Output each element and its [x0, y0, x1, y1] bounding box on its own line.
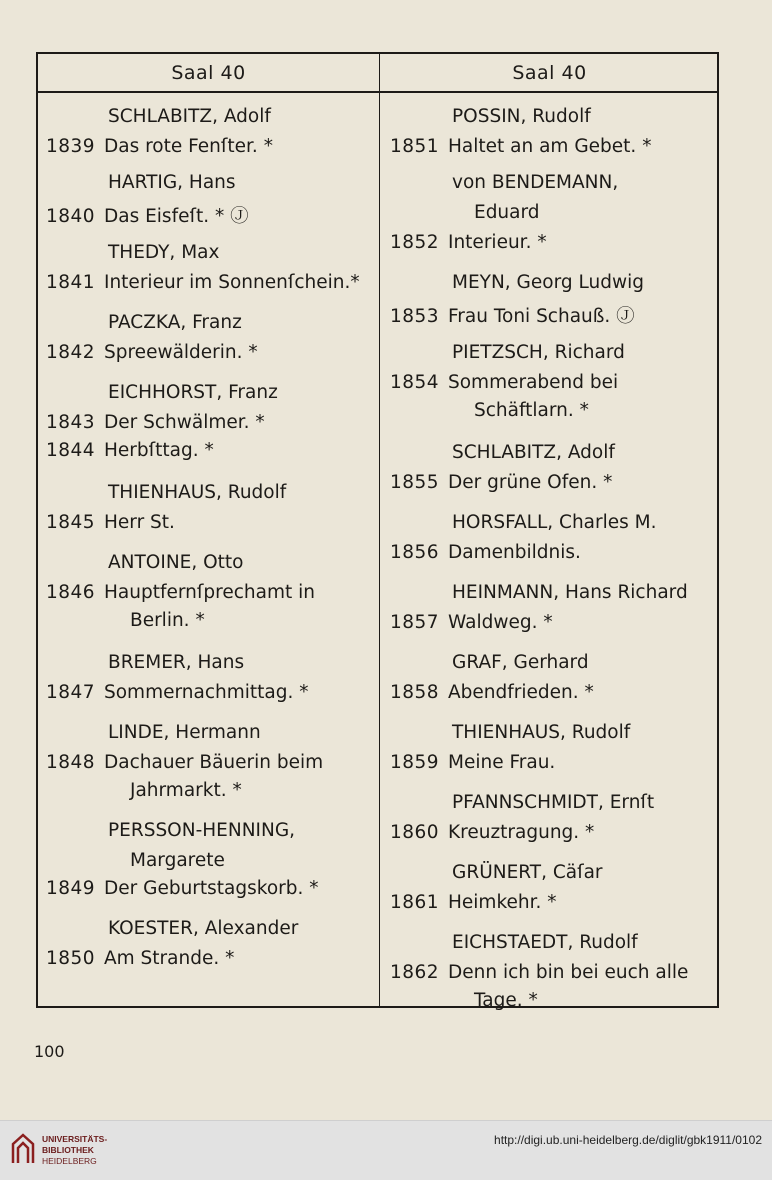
continuation-line: Jahrmarkt. *	[130, 780, 242, 801]
artwork-title: Das rote Fenſter. *	[104, 136, 273, 157]
catalog-entry	[46, 682, 376, 703]
library-logo-text	[42, 1134, 107, 1167]
artist-name: HEINMANN, Hans Richard	[452, 582, 688, 603]
catalog-entry	[390, 682, 720, 703]
logo-line: UNIVERSITÄTS-	[42, 1134, 108, 1144]
continuation-line: Schäftlarn. *	[474, 400, 589, 421]
catalog-number: 1857	[390, 612, 440, 633]
header-right: Saal 40	[512, 62, 587, 84]
catalog-entry	[46, 582, 376, 603]
artwork-title: Abendfrieden. *	[448, 682, 594, 703]
catalog-number: 1856	[390, 542, 440, 563]
catalog-number: 1842	[46, 342, 96, 363]
catalog-entry	[46, 202, 376, 228]
catalog-entry	[390, 962, 720, 983]
catalog-number: 1841	[46, 272, 96, 293]
artist-name: MEYN, Georg Ludwig	[452, 272, 644, 293]
artist-name: PIETZSCH, Richard	[452, 342, 625, 363]
artwork-title: Sommernachmittag. *	[104, 682, 309, 703]
column-divider	[379, 54, 380, 1006]
artwork-title: Das Eisfeſt. * Ⓙ	[104, 206, 249, 227]
logo-line: BIBLIOTHEK	[42, 1145, 94, 1155]
catalog-entry	[390, 472, 720, 493]
catalog-number: 1849	[46, 878, 96, 899]
artwork-title: Kreuztragung. *	[448, 822, 595, 843]
artist-name: SCHLABITZ, Adolf	[108, 106, 271, 127]
catalog-entry	[390, 612, 720, 633]
catalog-number: 1847	[46, 682, 96, 703]
continuation-line: Eduard	[474, 202, 540, 223]
catalog-number: 1846	[46, 582, 96, 603]
catalog-entry	[390, 752, 720, 773]
artist-name: ANTOINE, Otto	[108, 552, 244, 573]
catalog-entry	[390, 302, 720, 328]
artist-name: THIENHAUS, Rudolf	[452, 722, 631, 743]
artist-name: SCHLABITZ, Adolf	[452, 442, 615, 463]
catalog-number: 1854	[390, 372, 440, 393]
continuation-line: Berlin. *	[130, 610, 205, 631]
artwork-title: Hauptfernſprechamt in	[104, 582, 315, 603]
artist-name: EICHHORST, Franz	[108, 382, 278, 403]
catalog-number: 1848	[46, 752, 96, 773]
catalog-entry	[46, 440, 376, 461]
artwork-title: Damenbildnis.	[448, 542, 581, 563]
artist-name: von BENDEMANN,	[452, 172, 619, 193]
artwork-title: Herr St.	[104, 512, 175, 533]
artwork-title: Der grüne Ofen. *	[448, 472, 613, 493]
catalog-entry	[46, 342, 376, 363]
catalog-entry	[46, 272, 376, 293]
logo-line: HEIDELBERG	[42, 1156, 97, 1166]
artist-name: THEDY, Max	[108, 242, 220, 263]
artwork-title: Spreewälderin. *	[104, 342, 258, 363]
artwork-title: Herbſttag. *	[104, 440, 214, 461]
catalog-entry	[46, 412, 376, 433]
artwork-title: Der Schwälmer. *	[104, 412, 265, 433]
catalog-number: 1855	[390, 472, 440, 493]
catalog-number: 1839	[46, 136, 96, 157]
catalog-entry	[390, 372, 720, 393]
artist-name: KOESTER, Alexander	[108, 918, 299, 939]
catalog-number: 1852	[390, 232, 440, 253]
catalog-table	[36, 52, 719, 1011]
artwork-title: Frau Toni Schauß. Ⓙ	[448, 306, 635, 327]
artist-name: BREMER, Hans	[108, 652, 245, 673]
footer-bar	[0, 1120, 772, 1180]
catalog-number: 1840	[46, 206, 96, 227]
catalog-entry	[390, 232, 720, 253]
artwork-title: Der Geburtstagskorb. *	[104, 878, 319, 899]
artist-name: THIENHAUS, Rudolf	[108, 482, 287, 503]
catalog-entry	[46, 136, 376, 157]
artwork-title: Waldweg. *	[448, 612, 553, 633]
header-left: Saal 40	[171, 62, 246, 84]
catalog-entry	[46, 512, 376, 533]
artist-name: EICHSTAEDT, Rudolf	[452, 932, 638, 953]
artist-name: LINDE, Hermann	[108, 722, 261, 743]
catalog-number: 1843	[46, 412, 96, 433]
artwork-title: Meine Frau.	[448, 752, 556, 773]
header-divider	[38, 91, 717, 93]
catalog-number: 1845	[46, 512, 96, 533]
catalog-number: 1861	[390, 892, 440, 913]
catalog-entry	[390, 822, 720, 843]
artwork-title: Denn ich bin bei euch alle	[448, 962, 689, 983]
artwork-title: Interieur im Sonnenſchein.*	[104, 272, 360, 293]
continuation-line: Margarete	[130, 850, 225, 871]
artwork-title: Haltet an am Gebet. *	[448, 136, 652, 157]
artist-name: HARTIG, Hans	[108, 172, 236, 193]
artwork-title: Dachauer Bäuerin beim	[104, 752, 324, 773]
library-logo-icon	[10, 1132, 36, 1166]
source-url[interactable]: http://digi.ub.uni-heidelberg.de/diglit/gbk1911/0102	[494, 1133, 762, 1147]
artist-name: PERSSON-HENNING,	[108, 820, 296, 841]
catalog-entry	[390, 892, 720, 913]
catalog-number: 1844	[46, 440, 96, 461]
catalog-number: 1850	[46, 948, 96, 969]
continuation-line: Tage. *	[474, 990, 538, 1011]
catalog-entry	[46, 948, 376, 969]
catalog-entry	[390, 136, 720, 157]
catalog-number: 1858	[390, 682, 440, 703]
artist-name: PACZKA, Franz	[108, 312, 242, 333]
catalog-number: 1859	[390, 752, 440, 773]
page-number: 100	[34, 1042, 65, 1061]
artwork-title: Heimkehr. *	[448, 892, 557, 913]
artist-name: HORSFALL, Charles M.	[452, 512, 657, 533]
artwork-title: Sommerabend bei	[448, 372, 619, 393]
catalog-entry	[390, 542, 720, 563]
artist-name: GRAF, Gerhard	[452, 652, 589, 673]
artwork-title: Interieur. *	[448, 232, 547, 253]
artist-name: POSSIN, Rudolf	[452, 106, 591, 127]
catalog-number: 1851	[390, 136, 440, 157]
artist-name: PFANNSCHMIDT, Ernſt	[452, 792, 655, 813]
artwork-title: Am Strande. *	[104, 948, 235, 969]
artist-name: GRÜNERT, Cäſar	[452, 862, 603, 883]
catalog-entry	[46, 878, 376, 899]
catalog-entry	[46, 752, 376, 773]
catalog-number: 1853	[390, 306, 440, 327]
catalog-number: 1862	[390, 962, 440, 983]
catalog-number: 1860	[390, 822, 440, 843]
